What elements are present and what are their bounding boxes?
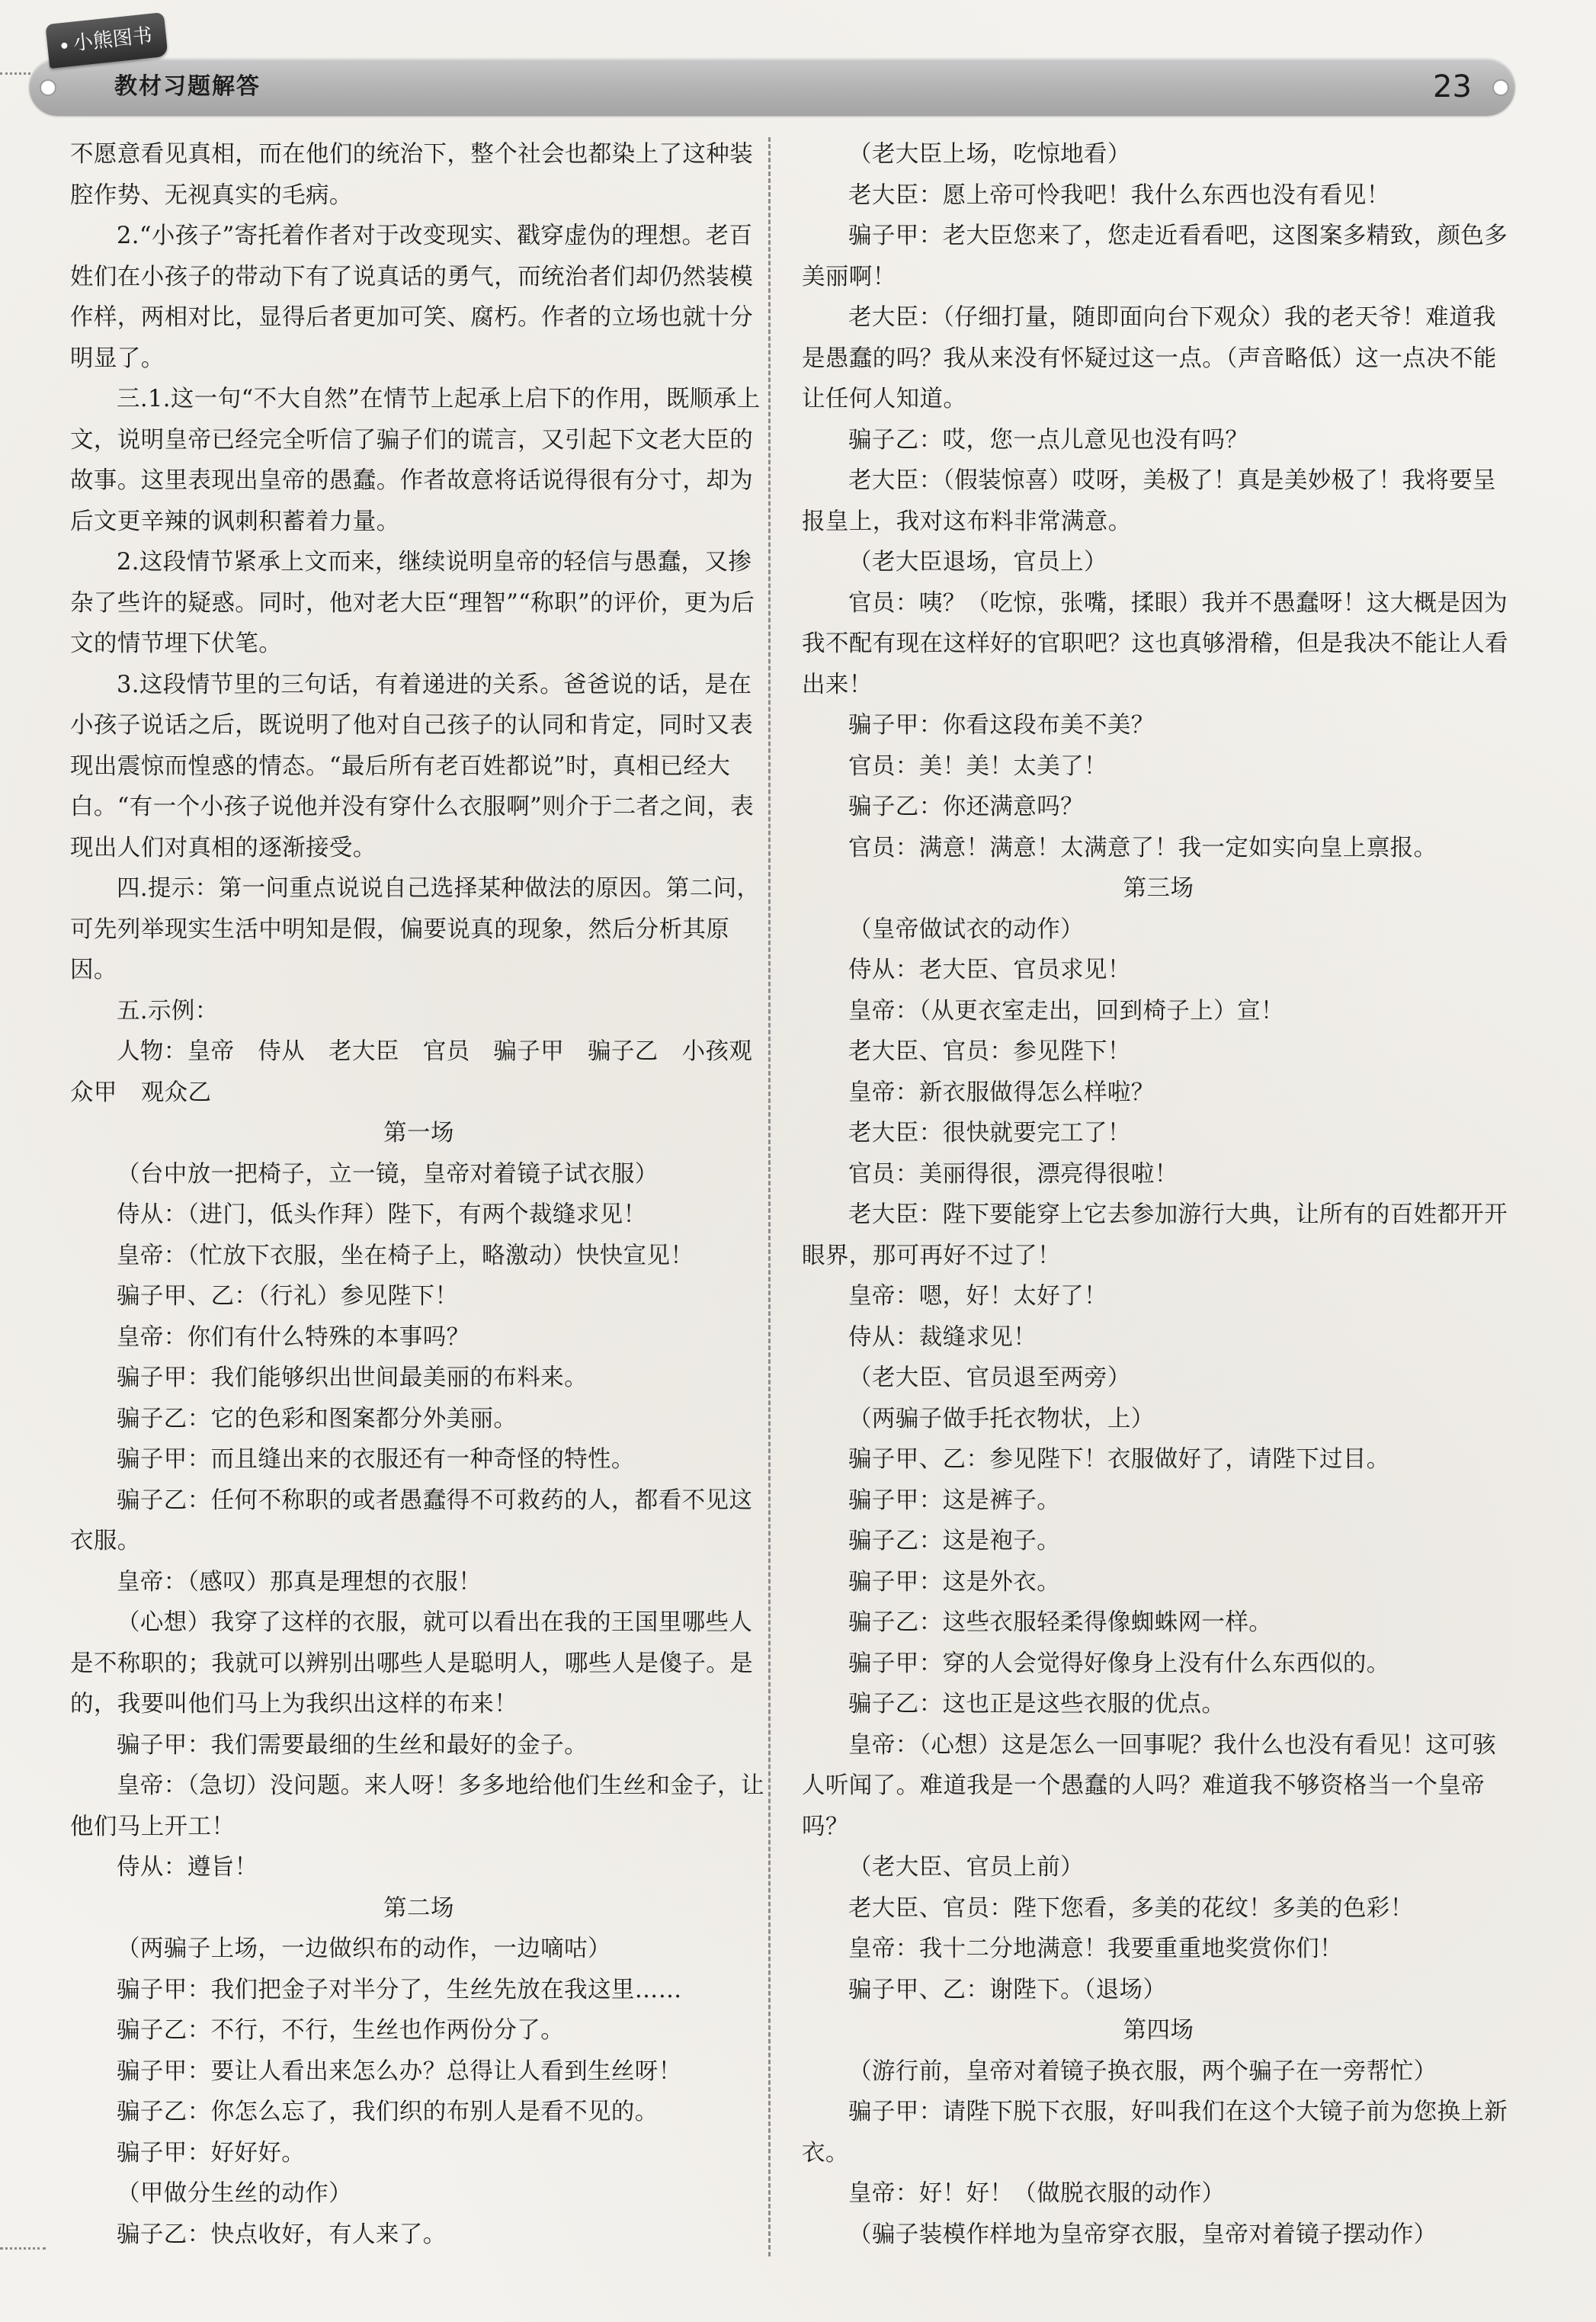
dialogue-line: 官员：美！美！太美了！ <box>848 752 1107 780</box>
scene-heading: 第三场 <box>1123 875 1194 902</box>
stage-direction: （老大臣、官员退至两旁） <box>848 1365 1131 1391</box>
dialogue-line: 皇帝：（忙放下衣服，坐在椅子上，略激动）快快宣见！ <box>117 1242 694 1269</box>
dialogue-line: 老大臣、官员：陛下您看，多美的花纹！多美的色彩！ <box>848 1894 1414 1922</box>
dialogue-line: （心想）我穿了这样的衣服，就可以看出在我的王国里哪些人是不称职的；我就可以辨别出哪些人是聪明人，哪些人是傻子。是的，我要叫他们马上为我织出这样的布来！ <box>70 1609 754 1717</box>
dialogue-line: 骗子甲：请陛下脱下衣服，好叫我们在这个大镜子前为您换上新衣。 <box>802 2099 1508 2166</box>
stage-direction: （老大臣、官员上前） <box>848 1854 1084 1881</box>
dialogue-line: 老大臣：很快就要完工了！ <box>848 1120 1131 1147</box>
stage-direction: （骗子装模作样地为皇帝穿衣服，皇帝对着镜子摆动作） <box>848 2221 1437 2248</box>
dialogue-line: 骗子甲：老大臣您来了，您走近看看吧，这图案多精致，颜色多美丽啊！ <box>802 223 1508 290</box>
dialogue-line: 骗子甲、乙：谢陛下。（退场） <box>848 1976 1167 2003</box>
paragraph: 2.“小孩子”寄托着作者对于改变现实、戳穿虚伪的理想。老百姓们在小孩子的带动下有了说真话的勇气，而统治者们却仍然装模作样，两相对比，显得后者更加可笑、腐朽。作者的立场也就十分明显了。 <box>70 223 754 372</box>
dialogue-line: 皇帝：（感叹）那真是理想的衣服！ <box>117 1568 482 1596</box>
dialogue-line: 骗子乙：这是袍子。 <box>848 1528 1061 1554</box>
edge-dotted-line <box>0 72 30 75</box>
scene-heading: 第四场 <box>1123 2017 1194 2044</box>
dialogue-line: 骗子乙：这也正是这些衣服的优点。 <box>848 1691 1226 1717</box>
character-list: 人物：皇帝 侍从 老大臣 官员 骗子甲 骗子乙 小孩观众甲 观众乙 <box>70 1038 753 1106</box>
right-column <box>802 134 1515 2255</box>
dialogue-line: 骗子乙：快点收好，有人来了。 <box>117 2221 447 2248</box>
paragraph: 四.提示：第一问重点说说自己选择某种做法的原因。第二问，可先列举现实生活中明知是假，偏要说真的现象，然后分析其原因。 <box>70 875 761 983</box>
dialogue-line: 老大臣、官员：参见陛下！ <box>848 1038 1131 1065</box>
page-number: 23 <box>1433 69 1472 104</box>
dialogue-line: 骗子甲：你看这段布美不美？ <box>848 712 1155 739</box>
dialogue-line: 骗子乙：哎，您一点儿意见也没有吗？ <box>848 426 1249 454</box>
column-divider <box>768 137 771 2256</box>
dialogue-line: 皇帝：新衣服做得怎么样啦？ <box>848 1079 1155 1106</box>
stage-direction: （老大臣退场，官员上） <box>848 549 1107 576</box>
dialogue-line: 侍从：（进门，低头作拜）陛下，有两个裁缝求见！ <box>117 1201 647 1228</box>
dialogue-line: 骗子甲、乙：参见陛下！衣服做好了，请陛下过目。 <box>848 1446 1390 1473</box>
dialogue-line: 侍从：老大臣、官员求见！ <box>848 957 1131 983</box>
dialogue-line: 骗子甲：好好好。 <box>117 2139 306 2166</box>
dialogue-line: 骗子甲：要让人看出来怎么办？总得让人看到生丝呀！ <box>117 2057 682 2085</box>
brand-dot-icon <box>61 42 68 49</box>
dialogue-line: 皇帝：我十二分地满意！我要重重地奖赏你们！ <box>848 1936 1343 1962</box>
paragraph: 3.这段情节里的三句话，有着递进的关系。爸爸说的话，是在小孩子说话之后，既说明了他对自己孩子的认同和肯定，同时又表现出震惊而惶惑的情态。“最后所有老百姓都说”时，真相已经大白。“有一个小孩子说他并没有穿什么衣服啊”则介于二者之间，表现出人们对真相的逐渐接受。 <box>70 671 755 861</box>
dialogue-line: 骗子甲：穿的人会觉得好像身上没有什么东西似的。 <box>848 1650 1390 1677</box>
dialogue-line: 骗子乙：你还满意吗？ <box>848 794 1084 820</box>
paragraph: 2.这段情节紧承上文而来，继续说明皇帝的轻信与愚蠢，又掺杂了些许的疑惑。同时，他对老大臣“理智”“称职”的评价，更为后文的情节埋下伏笔。 <box>70 549 755 657</box>
stage-direction: （两骗子做手托衣物状，上） <box>848 1405 1155 1432</box>
dialogue-line: 皇帝：嗯，好！太好了！ <box>848 1283 1107 1310</box>
dialogue-line: 骗子甲：我们能够织出世间最美丽的布料来。 <box>117 1365 588 1391</box>
dialogue-line: 官员：满意！满意！太满意了！我一定如实向皇上禀报。 <box>848 834 1437 861</box>
scene-heading: 第二场 <box>383 1894 454 1922</box>
dialogue-line: 骗子乙：你怎么忘了，我们织的布别人是看不见的。 <box>117 2099 659 2125</box>
stage-direction: （甲做分生丝的动作） <box>117 2180 352 2207</box>
left-column <box>70 134 768 2255</box>
section-title: 教材习题解答 <box>114 73 261 100</box>
dialogue-line: 皇帝：（急切）没问题。来人呀！多多地给他们生丝和金子，让他们马上开工！ <box>70 1772 764 1840</box>
dialogue-line: 皇帝：（从更衣室走出，回到椅子上）宣！ <box>848 997 1284 1025</box>
paragraph: 不愿意看见真相，而在他们的统治下，整个社会也都染上了这种装腔作势、无视真实的毛病。 <box>70 141 754 209</box>
dialogue-line: 皇帝：好！好！（做脱衣服的动作） <box>848 2180 1226 2207</box>
dialogue-line: 骗子乙：它的色彩和图案都分外美丽。 <box>117 1405 518 1432</box>
dialogue-line: 官员：咦？（吃惊，张嘴，揉眼）我并不愚蠢呀！这大概是因为我不配有现在这样好的官职吧？这也真够滑稽，但是我决不能让人看出来！ <box>802 589 1508 698</box>
header-left-dot-icon <box>40 79 56 96</box>
dialogue-line: 老大臣：（假装惊喜）哎呀，美极了！真是美妙极了！我将要呈报皇上，我对这布料非常满意。 <box>802 467 1496 535</box>
dialogue-line: 骗子乙：不行，不行，生丝也作两份分了。 <box>117 2017 565 2044</box>
header-right-dot-icon <box>1492 79 1509 96</box>
dialogue-line: 官员：美丽得很，漂亮得很啦！ <box>848 1160 1178 1188</box>
edge-dotted-line <box>0 2247 46 2250</box>
dialogue-line: 老大臣：愿上帝可怜我吧！我什么东西也没有看见！ <box>848 181 1390 209</box>
dialogue-line: 骗子甲：我们把金子对半分了，生丝先放在我这里…… <box>117 1976 682 2003</box>
dialogue-line: 老大臣：陛下要能穿上它去参加游行大典，让所有的百姓都开开眼界，那可再好不过了！ <box>802 1201 1508 1269</box>
dialogue-line: 侍从：裁缝求见！ <box>848 1323 1037 1351</box>
dialogue-line: 骗子乙：任何不称职的或者愚蠢得不可救药的人，都看不见这衣服。 <box>70 1487 753 1554</box>
scene-heading: 第一场 <box>383 1120 454 1147</box>
paragraph: 三.1.这一句“不大自然”在情节上起承上启下的作用，既顺承上文，说明皇帝已经完全听信了骗子们的谎言，又引起下文老大臣的故事。这里表现出皇帝的愚蠢。作者故意将话说得很有分寸，却为后文更辛辣的讽刺积蓄着力量。 <box>70 386 761 535</box>
stage-direction: （老大臣上场，吃惊地看） <box>848 141 1131 168</box>
dialogue-line: 骗子甲：这是裤子。 <box>848 1487 1061 1514</box>
dialogue-line: 骗子甲：这是外衣。 <box>848 1568 1061 1596</box>
paragraph: 五.示例： <box>117 997 219 1025</box>
brand-text: 小熊图书 <box>72 24 154 56</box>
dialogue-line: 骗子甲、乙：（行礼）参见陛下！ <box>117 1283 459 1310</box>
dialogue-line: 皇帝：（心想）这是怎么一回事呢？我什么也没有看见！这可骇人听闻了。难道我是一个愚蠢的人吗？难道我不够资格当一个皇帝吗？ <box>802 1731 1496 1840</box>
dialogue-line: 皇帝：你们有什么特殊的本事吗？ <box>117 1323 470 1351</box>
dialogue-line: 骗子乙：这些衣服轻柔得像蜘蛛网一样。 <box>848 1609 1273 1636</box>
stage-direction: （游行前，皇帝对着镜子换衣服，两个骗子在一旁帮忙） <box>848 2057 1437 2085</box>
stage-direction: （两骗子上场，一边做织布的动作，一边嘀咕） <box>117 1936 611 1962</box>
dialogue-line: 骗子甲：而且缝出来的衣服还有一种奇怪的特性。 <box>117 1446 635 1473</box>
dialogue-line: 骗子甲：我们需要最细的生丝和最好的金子。 <box>117 1731 588 1759</box>
dialogue-line: 侍从：遵旨！ <box>117 1854 258 1881</box>
stage-direction: （皇帝做试衣的动作） <box>848 916 1084 943</box>
stage-direction: （台中放一把椅子，立一镜，皇帝对着镜子试衣服） <box>117 1160 659 1188</box>
dialogue-line: 老大臣：（仔细打量，随即面向台下观众）我的老天爷！难道我是愚蠢的吗？我从来没有怀疑过这一点。（声音略低）这一点决不能让任何人知道。 <box>802 304 1497 412</box>
